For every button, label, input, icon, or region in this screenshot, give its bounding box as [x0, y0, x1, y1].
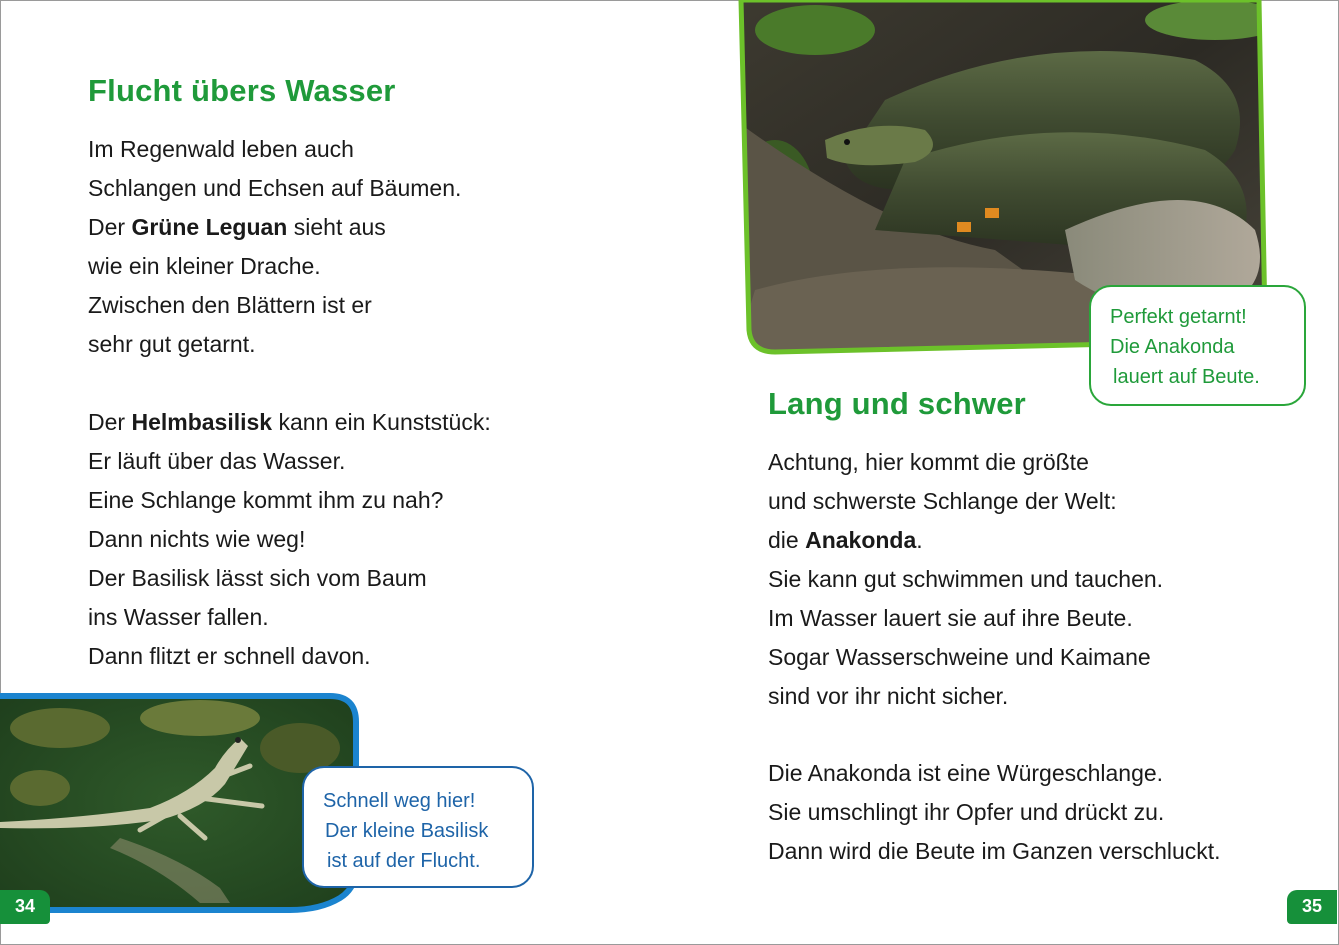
bold-term: Helmbasilisk — [131, 409, 273, 435]
text-span: Dann wird die Beute im Ganzen verschluckt. — [768, 838, 1221, 864]
right-paragraph-1 — [768, 443, 1163, 716]
bold-term: Anakonda — [805, 527, 917, 553]
text-span: ins Wasser fallen. — [88, 604, 269, 630]
text-line — [88, 169, 461, 208]
text-line — [768, 754, 1221, 793]
text-line — [768, 793, 1221, 832]
text-span: Zwischen den Blättern ist er — [88, 292, 372, 318]
text-span: Die Anakonda ist eine Würgeschlange. — [768, 760, 1164, 786]
caption-line: Perfekt getarnt! — [1110, 306, 1247, 328]
text-line — [88, 520, 491, 559]
text-span: wie ein kleiner Drache. — [88, 253, 321, 279]
text-line — [768, 599, 1163, 638]
text-span: Sie kann gut schwimmen und tauchen. — [768, 566, 1164, 592]
text-span: Der Basilisk lässt sich vom Baum — [88, 565, 427, 591]
text-span: sind vor ihr nicht sicher. — [768, 683, 1009, 709]
text-span: Der — [88, 214, 132, 240]
text-line — [88, 481, 491, 520]
caption-line: lauert auf Beute. — [1113, 366, 1260, 388]
anaconda-caption — [1089, 285, 1306, 406]
text-line — [768, 482, 1163, 521]
text-span: . — [916, 527, 923, 553]
text-line — [88, 325, 461, 364]
text-span: Dann flitzt er schnell davon. — [88, 643, 371, 669]
text-span: Achtung, hier kommt die größte — [768, 449, 1089, 475]
caption-line: ist auf der Flucht. — [327, 850, 481, 872]
text-line — [768, 560, 1163, 599]
text-line — [768, 521, 1163, 560]
page-number-left: 34 — [0, 890, 50, 924]
text-span: und schwerste Schlange der Welt: — [768, 488, 1117, 514]
caption-line: Schnell weg hier! — [323, 790, 476, 812]
bold-term: Grüne Leguan — [131, 214, 288, 240]
text-span: Dann nichts wie weg! — [88, 526, 306, 552]
text-line — [88, 208, 461, 247]
page-number-right: 35 — [1287, 890, 1337, 924]
text-line — [88, 286, 461, 325]
text-span: Eine Schlange kommt ihm zu nah? — [88, 487, 444, 513]
text-line — [88, 130, 461, 169]
text-span: die — [768, 527, 806, 553]
right-paragraph-2 — [768, 754, 1221, 871]
text-span: Schlangen und Echsen auf Bäumen. — [88, 175, 462, 201]
text-line — [768, 677, 1163, 716]
text-span: Sogar Wasserschweine und Kaimane — [768, 644, 1151, 670]
caption-line: Die Anakonda — [1110, 336, 1235, 358]
left-paragraph-1 — [88, 130, 461, 364]
text-span: Im Regenwald leben auch — [88, 136, 354, 162]
text-line — [88, 403, 491, 442]
text-line — [88, 247, 461, 286]
caption-line: Der kleine Basilisk — [325, 820, 489, 842]
text-line — [88, 637, 491, 676]
text-span: sehr gut getarnt. — [88, 331, 256, 357]
text-line — [88, 598, 491, 637]
text-span: sieht aus — [287, 214, 386, 240]
text-span: kann ein Kunststück: — [272, 409, 491, 435]
text-line — [88, 442, 491, 481]
text-line — [768, 443, 1163, 482]
text-span: Sie umschlingt ihr Opfer und drückt zu. — [768, 799, 1165, 825]
text-line — [88, 559, 491, 598]
right-heading: Lang und schwer — [768, 386, 1026, 421]
left-heading: Flucht übers Wasser — [88, 73, 396, 108]
text-line — [768, 832, 1221, 871]
left-paragraph-2 — [88, 403, 491, 676]
text-span: Er läuft über das Wasser. — [88, 448, 346, 474]
text-line — [768, 638, 1163, 677]
basilisk-caption — [302, 766, 534, 888]
text-span: Im Wasser lauert sie auf ihre Beute. — [768, 605, 1133, 631]
text-span: Der — [88, 409, 132, 435]
